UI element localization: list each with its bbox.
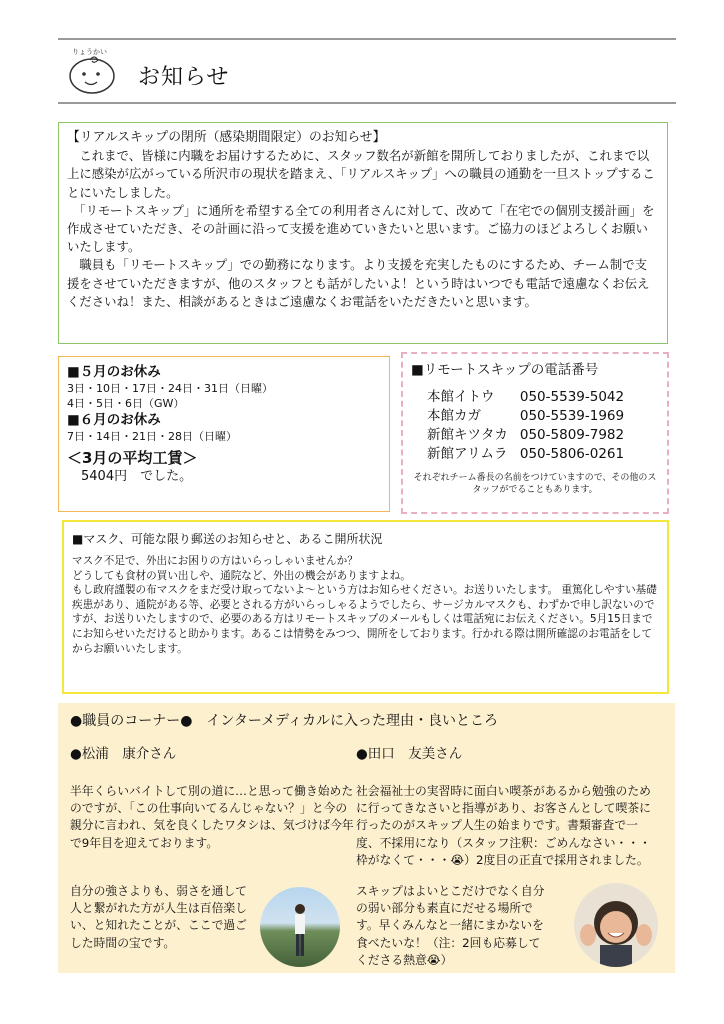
phone-name: 本館カガ xyxy=(427,408,481,424)
header-bottom-rule xyxy=(58,102,676,104)
mask-notice xyxy=(62,520,669,694)
staff-photo-taguchi xyxy=(574,883,658,967)
holiday-box xyxy=(58,356,390,512)
phone-row xyxy=(427,388,624,407)
phone-list xyxy=(427,388,624,464)
mask-heading: ■マスク、可能な限り郵送のお知らせと、あるこ開所状況 xyxy=(72,532,383,546)
mask-line: もし政府謹製の布マスクをまだ受け取ってないよ～という方はお知らせください。お送りいたします。 重篤化しやすい基礎疾患があり、通院がある等、必要とされる方がいらっしゃるようでしたら、サージカルマスクも、わずかで申し訳ないのですが、お送りいたしますので、必要のある方はリモートスキップのメールもしくは電話宛にお伝えください。5月15日までにお知らせいただけると助かります。あるこは情勢をみつつ、開所をしております。行かれる際は開所確認のお電話をしてからお願いいたします。 xyxy=(72,584,657,655)
phone-number[interactable]: 050-5806-0261 xyxy=(519,446,625,462)
staff-text-taguchi-1: 社会福祉士の実習時に面白い喫茶があるから勉強のために行ってきなさいと指導があり、お客さんとして喫茶に行ったのがスキップ人生の始まりです。書類審査で一度、不採用になり（スタッフ注釈：ごめんなさい・・・枠がなくて・・・😭）2度目の正直で採用されました。 xyxy=(356,784,651,867)
phone-note: それぞれチーム番長の名前をつけていますので、その他のスタッフがでることもあります。 xyxy=(413,473,657,495)
notice-title: 【リアルスキップの閉所（感染期間限定）のお知らせ】 xyxy=(67,130,386,145)
notice-paragraph: 職員も「リモートスキップ」での勤務になります。より支援を充実したものにするため、チーム制で支援をさせていただきますが、他のスタッフとも話がしたいよ！という時はいつでも電話で遠慮なくお伝えくださいね！また、相談があるときはご遠慮なくお電話をいただきたいと思います。 xyxy=(67,257,650,309)
may-holiday-sundays: 3日・10日・17日・24日・31日（日曜） xyxy=(67,382,273,395)
staff-photo-matsuura xyxy=(260,887,340,967)
june-holiday-heading: ■６月のお休み xyxy=(67,412,161,428)
phone-number[interactable]: 050-5809-7982 xyxy=(519,427,625,443)
may-holiday-heading: ■５月のお休み xyxy=(67,364,161,380)
phone-box xyxy=(401,352,669,514)
mask-line: どうしても食材の買い出しや、通院など、外出の機会がありますよね。 xyxy=(72,569,411,582)
mask-line: マスク不足で、外出にお困りの方はいらっしゃいませんか？ xyxy=(72,555,358,567)
page-title: お知らせ xyxy=(138,65,230,90)
staff-corner xyxy=(58,703,675,973)
wage-heading: ＜3月の平均工賃＞ xyxy=(67,449,198,467)
closure-notice xyxy=(58,122,668,344)
phone-heading: ■リモートスキップの電話番号 xyxy=(411,362,599,378)
staff-name-taguchi: ●田口 友美さん xyxy=(356,746,463,762)
staff-text-matsuura-1: 半年くらいバイトして別の道に…と思って働き始めたのですが、「この仕事向いてるんじゃない？」と今の親分に言われ、気を良くしたワタシは、気づけば今年で9年目を迎えております。 xyxy=(70,784,354,850)
header-top-rule xyxy=(58,38,676,40)
notice-paragraph: これまで、皆様に内職をお届けするために、スタッフ数名が新館を開所しておりましたが、これまで以上に感染が広がっている所沢市の現状を踏まえ、「リアルスキップ」への職員の通勤を一旦ストップすることにいたしました。 xyxy=(67,148,655,200)
phone-name: 本館イトウ xyxy=(427,389,495,405)
staff-name-matsuura: ●松浦 康介さん xyxy=(70,746,177,762)
notice-paragraph: 「リモートスキップ」に通所を希望する全ての利用者さんに対して、改めて「在宅での個別支援計画」を作成させていただき、その計画に沿って支援を進めていきたいと思います。ご協力のほどよろしくお願いいたします。 xyxy=(67,202,655,255)
phone-row xyxy=(427,407,624,426)
phone-number[interactable]: 050-5539-1969 xyxy=(519,408,625,424)
phone-row xyxy=(427,445,624,464)
phone-name: 新館キツタカ xyxy=(427,427,508,443)
phone-number[interactable]: 050-5539-5042 xyxy=(519,389,625,405)
phone-row xyxy=(427,426,624,445)
mascot-face-icon xyxy=(64,44,128,96)
june-holiday-sundays: 7日・14日・21日・28日（日曜） xyxy=(67,430,237,443)
staff-text-taguchi-2: スキップはよいとこだけでなく自分の弱い部分も素直にだせる場所です。早くみんなと一緒にまかないを食べたいな！（注：2回も応募してくださる熱意😭） xyxy=(356,884,545,967)
mascot-caption: りょうかい xyxy=(72,48,107,56)
staff-heading: ●職員のコーナー● インターメディカルに入った理由・良いところ xyxy=(70,713,499,729)
may-holiday-gw: 4日・5日・6日（GW） xyxy=(67,397,185,410)
wage-value: 5404円 でした。 xyxy=(81,469,193,484)
phone-name: 新館アリムラ xyxy=(427,446,508,462)
staff-text-matsuura-2: 自分の強さよりも、弱さを通して人と繋がれた方が人生は百倍楽しい、と知れたことが、ここで過ごした時間の宝です。 xyxy=(70,884,247,950)
